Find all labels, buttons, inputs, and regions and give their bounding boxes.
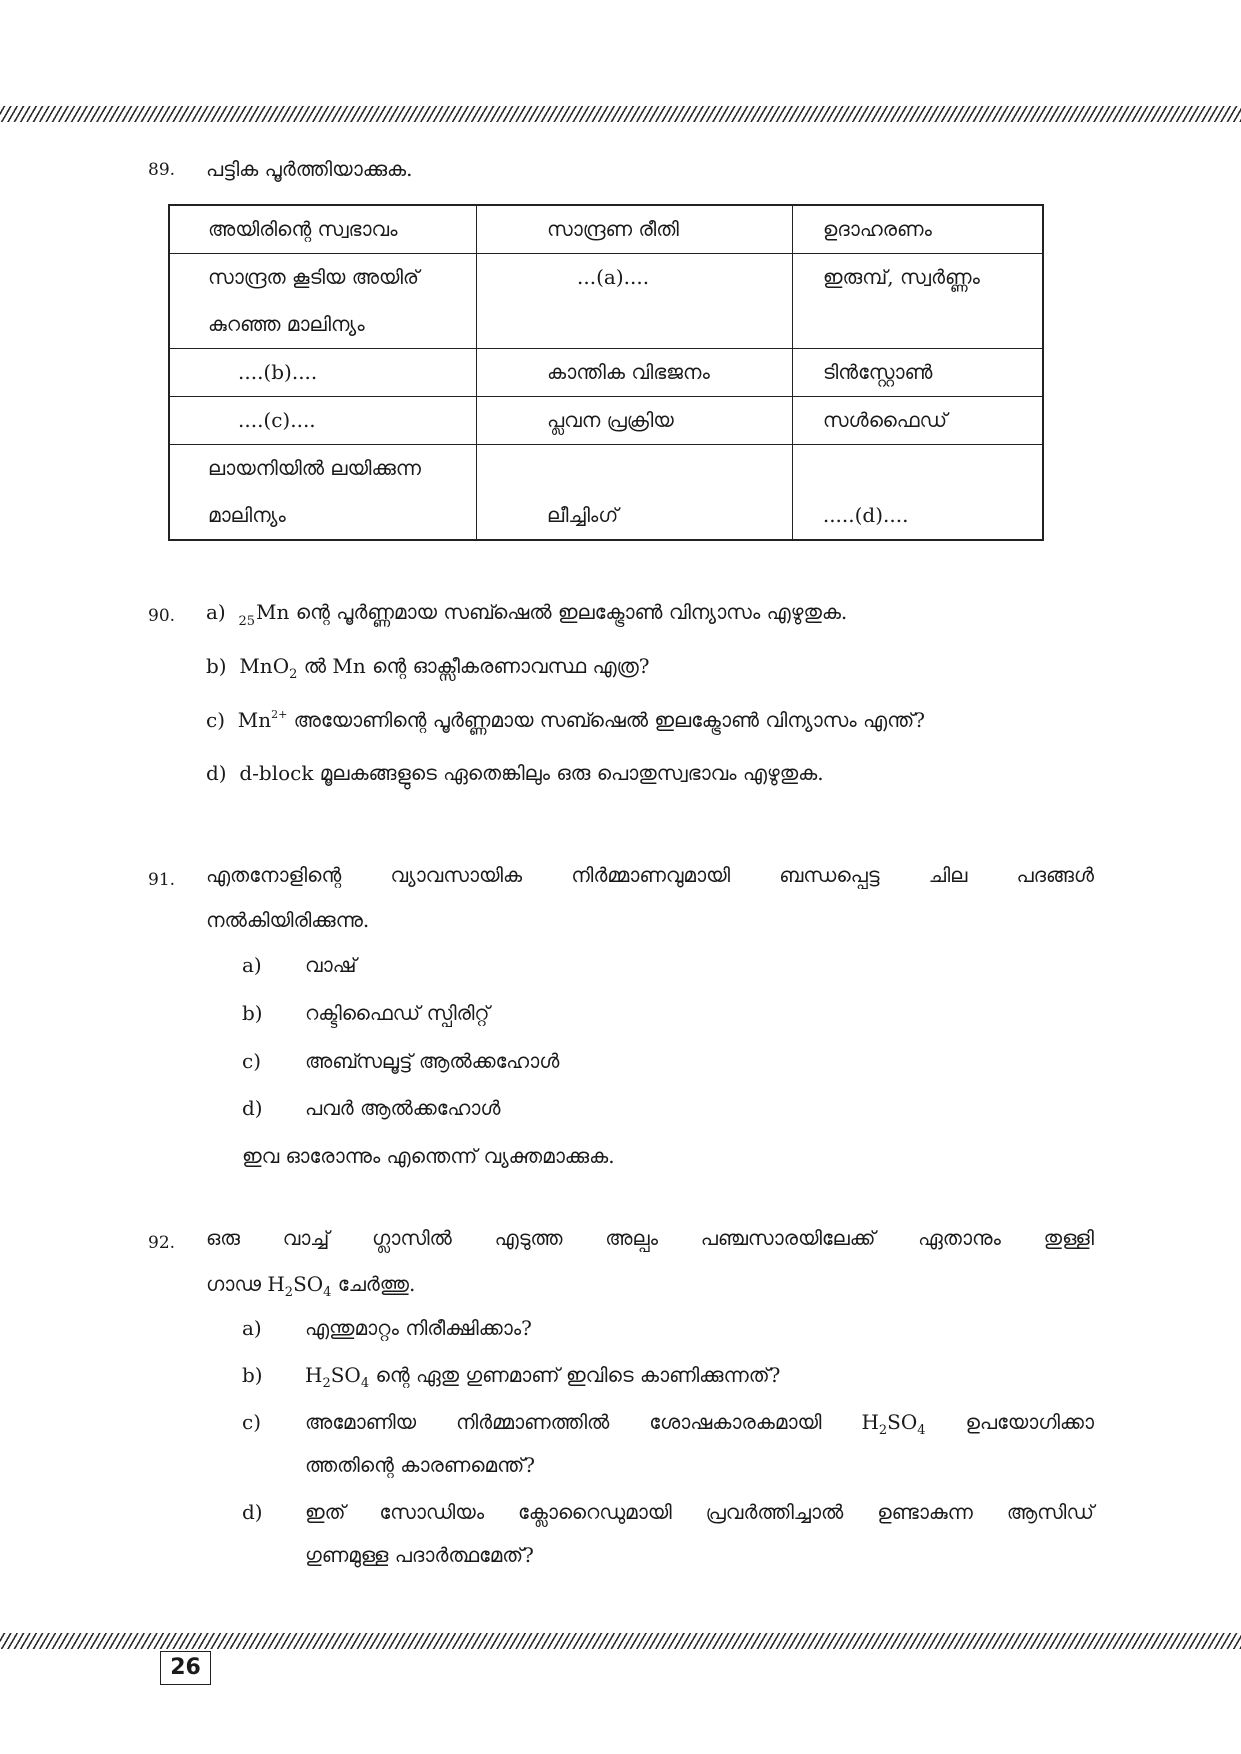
q92-d-line2: ഗുണമുള്ള പദാർത്ഥമേത്?	[305, 1543, 534, 1567]
table-cell: ടിൻസ്റ്റോൺ	[792, 349, 1043, 397]
q90-c-text: അയോണിന്റെ പൂർണ്ണമായ സബ്ഷെൽ ഇലക്ട്രോൺ വിന്യാസം എന്ത്?	[287, 708, 925, 732]
q91-item-label: a)	[242, 953, 262, 977]
table-header-cell: ഉദാഹരണം	[792, 205, 1043, 254]
q92-line1: ഒരു വാച്ച് ഗ്ലാസിൽ എടുത്ത അല്പം പഞ്ചസാരയിലേക്ക് ഏതാനും തുള്ളി	[206, 1226, 1094, 1250]
formula-H: H	[861, 1410, 879, 1434]
table-row	[169, 349, 1043, 397]
part-label: b)	[206, 654, 227, 678]
table-cell: ...(a)....	[477, 254, 793, 349]
part-label: d)	[206, 761, 227, 785]
table-header-cell: സാന്ദ്രണ രീതി	[477, 205, 793, 254]
q91-item-label: c)	[242, 1049, 262, 1073]
formula-subscript: 4	[323, 1285, 332, 1300]
q91-item-label: d)	[242, 1096, 263, 1120]
q90-d-text: d-block മൂലകങ്ങളുടെ ഏതെങ്കിലും ഒരു പൊതുസ്വഭാവം എഴുതുക.	[239, 761, 824, 785]
q92-part-label: c)	[242, 1410, 262, 1434]
table-cell: പ്ലവന പ്രക്രിയ	[477, 397, 793, 445]
q92-c-text1-post: ഉപയോഗിക്കാ	[925, 1410, 1094, 1434]
question-number-91: 91.	[148, 870, 176, 890]
formula: MnO	[239, 654, 290, 678]
table-row	[169, 445, 1043, 541]
q92-c-line2: ത്തതിന്റെ കാരണമെന്ത്?	[305, 1453, 535, 1477]
formula-subscript: 4	[917, 1423, 926, 1438]
q89-instruction: പട്ടിക പൂർത്തിയാക്കുക.	[206, 157, 413, 181]
table-cell: ....(c)....	[169, 397, 477, 445]
formula-SO: SO	[330, 1363, 361, 1387]
table-cell: കാന്തിക വിഭജനം	[477, 349, 793, 397]
table-cell: ഇരുമ്പ്, സ്വർണ്ണം	[792, 254, 1043, 349]
q90-b-text: ൽ Mn ന്റെ ഓക്സീകരണാവസ്ഥ എത്ര?	[297, 654, 650, 678]
q92-c-text1: അമോണിയ നിർമ്മാണത്തിൽ ശോഷകാരകമായി	[305, 1410, 862, 1434]
formula-H: H	[305, 1363, 323, 1387]
question-number-90: 90.	[148, 606, 176, 626]
q91-item-label: b)	[242, 1001, 263, 1025]
table-header-row	[169, 205, 1043, 254]
table-cell: ലീച്ചിംഗ്	[477, 445, 793, 541]
table-cell: .....(d)....	[792, 445, 1043, 541]
q92-a-text: എന്തുമാറ്റം നിരീക്ഷിക്കാം?	[305, 1316, 532, 1340]
question-number-89: 89.	[148, 160, 176, 180]
ion-charge: 2+	[271, 708, 288, 721]
question-number-92: 92.	[148, 1233, 176, 1253]
bottom-hatch-border	[0, 1633, 1241, 1649]
q90-part-a	[206, 600, 847, 630]
q92-line2-post: ചേർത്തു.	[331, 1272, 416, 1296]
q92-c-line1	[305, 1410, 1094, 1439]
formula-SO: SO	[887, 1410, 918, 1434]
q90-part-d	[206, 761, 824, 785]
q90-part-c	[206, 708, 925, 732]
formula-subscript: 4	[360, 1376, 370, 1391]
q91-item-text: റക്ടിഫൈഡ് സ്പിരിറ്റ്	[305, 1001, 490, 1025]
table-cell: ....(b)....	[169, 349, 477, 397]
q91-closing: ഇവ ഓരോന്നും എന്തെന്ന് വ്യക്തമാക്കുക.	[242, 1144, 615, 1168]
q91-item-text: പവർ ആൽക്കഹോൾ	[305, 1096, 501, 1120]
q92-part-label: d)	[242, 1500, 263, 1524]
q92-line2-pre: ഗാഢ	[206, 1272, 268, 1296]
element-symbol: Mn	[256, 600, 290, 624]
ion: Mn	[237, 708, 272, 732]
q92-part-label: b)	[242, 1363, 263, 1387]
formula-SO: SO	[293, 1272, 324, 1296]
top-hatch-border	[0, 106, 1241, 122]
formula-subscript: 2	[322, 1376, 331, 1391]
q92-part-label: a)	[242, 1316, 262, 1340]
q92-b-text: ന്റെ ഏതു ഗുണമാണ് ഇവിടെ കാണിക്കുന്നത്?	[369, 1363, 781, 1387]
table-header-cell: അയിരിന്റെ സ്വഭാവം	[169, 205, 477, 254]
formula-subscript: 2	[878, 1423, 888, 1438]
formula-subscript: 2	[289, 667, 298, 682]
table-row	[169, 397, 1043, 445]
q90-a-text: ന്റെ പൂർണ്ണമായ സബ്ഷെൽ ഇലക്ട്രോൺ വിന്യാസം എഴുതുക.	[289, 600, 848, 624]
part-label: a)	[206, 600, 226, 624]
q91-line2: നൽകിയിരിക്കുന്നു.	[206, 908, 370, 932]
formula-subscript: 2	[284, 1285, 294, 1300]
page-number: 26	[160, 1651, 211, 1685]
q89-table	[168, 204, 1044, 541]
formula-H: H	[267, 1272, 285, 1296]
atomic-number: 25	[238, 614, 255, 629]
q92-part-b	[305, 1363, 780, 1392]
q92-d-line1: ഇത് സോഡിയം ക്ലോറൈഡുമായി പ്രവർത്തിച്ചാൽ ഉണ്ടാകുന്ന ആസിഡ്	[305, 1500, 1094, 1524]
table-cell: സൾഫൈഡ്	[792, 397, 1043, 445]
part-label: c)	[206, 708, 226, 732]
q91-item-text: അബ്സലൂട്ട് ആൽക്കഹോൾ	[305, 1049, 560, 1073]
q91-line1: എതനോളിന്റെ വ്യാവസായിക നിർമ്മാണവുമായി ബന്ധപ്പെട്ട ചില പദങ്ങൾ	[206, 863, 1094, 887]
q90-part-b	[206, 654, 649, 683]
table-row	[169, 254, 1043, 349]
q92-line2	[206, 1272, 415, 1301]
table-cell: ലായനിയിൽ ലയിക്കുന്ന മാലിന്യം	[169, 445, 477, 541]
table-cell: സാന്ദ്രത കൂടിയ അയിര് കുറഞ്ഞ മാലിന്യം	[169, 254, 477, 349]
q91-item-text: വാഷ്	[305, 953, 357, 977]
